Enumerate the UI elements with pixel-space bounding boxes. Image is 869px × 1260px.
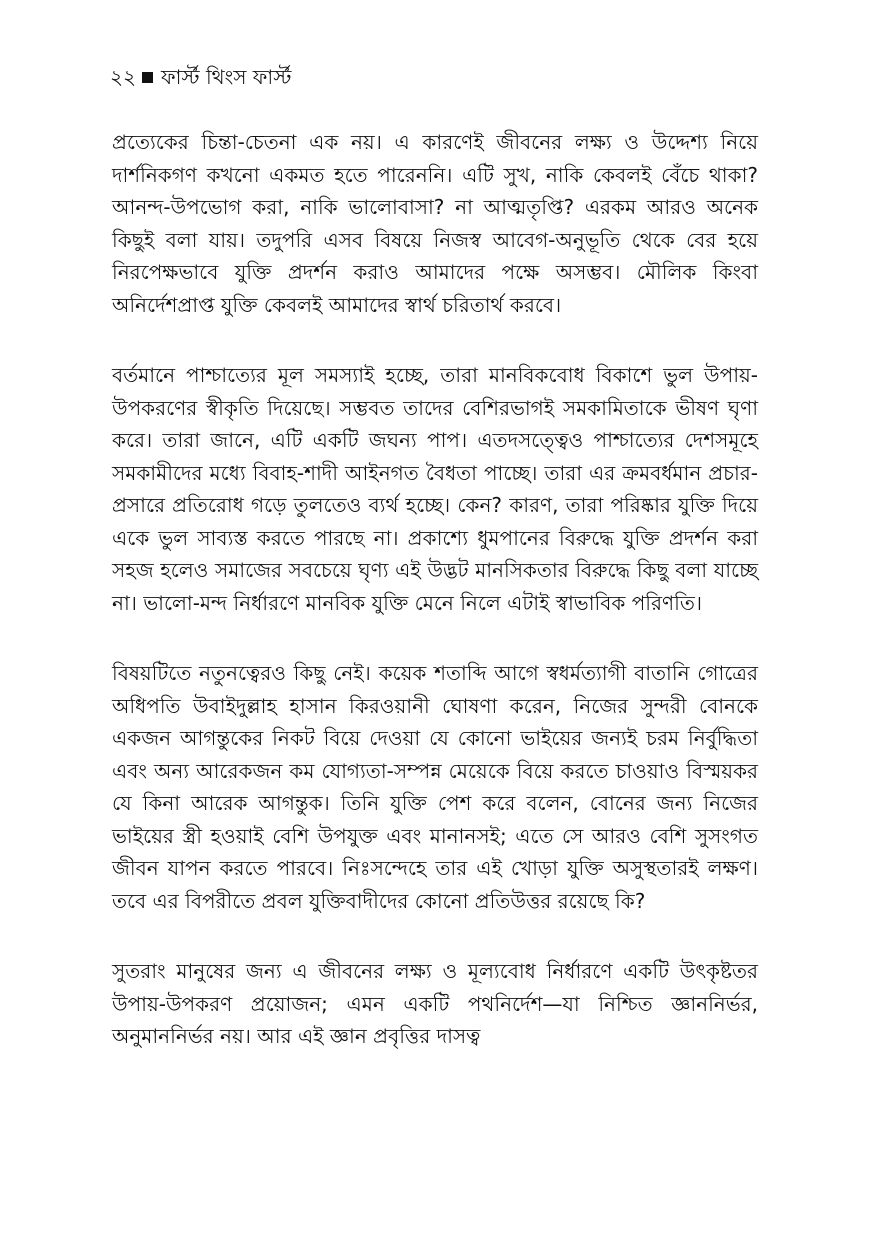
paragraph-4: সুতরাং মানুষের জন্য এ জীবনের লক্ষ্য ও মূল্যবোধ নির্ধারণে একটি উৎকৃষ্টতর উপায়-উপকরণ প্রয়োজন; এমন একটি পথনির্দেশ—যা নিশ্চিত জ্ঞাননির্ভর, অনুমাননির্ভর নয়। আর এই জ্ঞান প্রবৃত্তির দাসত্ব [112,959,758,1048]
body-text [112,126,758,1053]
header-square-ornament [142,72,153,83]
book-title: ফার্স্ট থিংস ফার্স্ট [161,65,292,89]
paragraph-1: প্রত্যেকের চিন্তা-চেতনা এক নয়। এ কারণেই জীবনের লক্ষ্য ও উদ্দেশ্য নিয়ে দার্শনিকগণ কখনো একমত হতে পারেননি। এটি সুখ, নাকি কেবলই বেঁচে থাকা? আনন্দ-উপভোগ করা, নাকি ভালোবাসা? না আত্মতৃপ্তি? এরকম আরও অনেক কিছুই বলা যায়। তদুপরি এসব বিষয়ে নিজস্ব আবেগ-অনুভূতি থেকে বের হয়ে নিরপেক্ষভাবে যুক্তি প্রদর্শন করাও আমাদের পক্ষে অসম্ভব। মৌলিক কিংবা অনির্দেশপ্রাপ্ত যুক্তি কেবলই আমাদের স্বার্থ চরিতার্থ করবে। [112,130,758,317]
paragraph-3: বিষয়টিতে নতুনত্বেরও কিছু নেই। কয়েক শতাব্দি আগে স্বধর্মত্যাগী বাতানি গোত্রের অধিপতি উবাইদুল্লাহ হাসান কিরওয়ানী ঘোষণা করেন, নিজের সুন্দরী বোনকে একজন আগন্তুকের নিকট বিয়ে দেওয়া যে কোনো ভাইয়ের জন্যই চরম নির্বুদ্ধিতা এবং অন্য আরেকজন কম যোগ্যতা-সম্পন্ন মেয়েকে বিয়ে করতে চাওয়াও বিস্ময়কর যে কিনা আরেক আগন্তুক। তিনি যুক্তি পেশ করে বলেন, বোনের জন্য নিজের ভাইয়ের স্ত্রী হওয়াই বেশি উপযুক্ত এবং মানানসই; এতে সে আরও বেশি সুসংগত জীবন যাপন করতে পারবে। নিঃসন্দেহে তার এই খোড়া যুক্তি অসুস্থতারই লক্ষণ। তবে এর বিপরীতে প্রবল যুক্তিবাদীদের কোনো প্রতিউত্তর রয়েছে কি? [112,661,758,913]
page-number: ২২ [110,65,137,89]
running-header [110,60,291,94]
paragraph-2: বর্তমানে পাশ্চাত্যের মূল সমস্যাই হচ্ছে, তারা মানবিকবোধ বিকাশে ভুল উপায়-উপকরণের স্বীকৃতি দিয়েছে। সম্ভবত তাদের বেশিরভাগই সমকামিতাকে ভীষণ ঘৃণা করে। তারা জানে, এটি একটি জঘন্য পাপ। এতদসত্ত্বেও পাশ্চাত্যের দেশসমূহে সমকামীদের মধ্যে বিবাহ-শাদী আইনগত বৈধতা পাচ্ছে। তারা এর ক্রমবর্ধমান প্রচার-প্রসারে প্রতিরোধ গড়ে তুলতেও ব্যর্থ হচ্ছে। কেন? কারণ, তারা পরিষ্কার যুক্তি দিয়ে একে ভুল সাব্যস্ত করতে পারছে না। প্রকাশ্যে ধুমপানের বিরুদ্ধে যুক্তি প্রদর্শন করা সহজ হলেও সমাজের সবচেয়ে ঘৃণ্য এই উদ্ভট মানসিকতার বিরুদ্ধে কিছু বলা যাচ্ছে না। ভালো-মন্দ নির্ধারণে মানবিক যুক্তি মেনে নিলে এটাই স্বাভাবিক পরিণতি। [112,363,758,615]
